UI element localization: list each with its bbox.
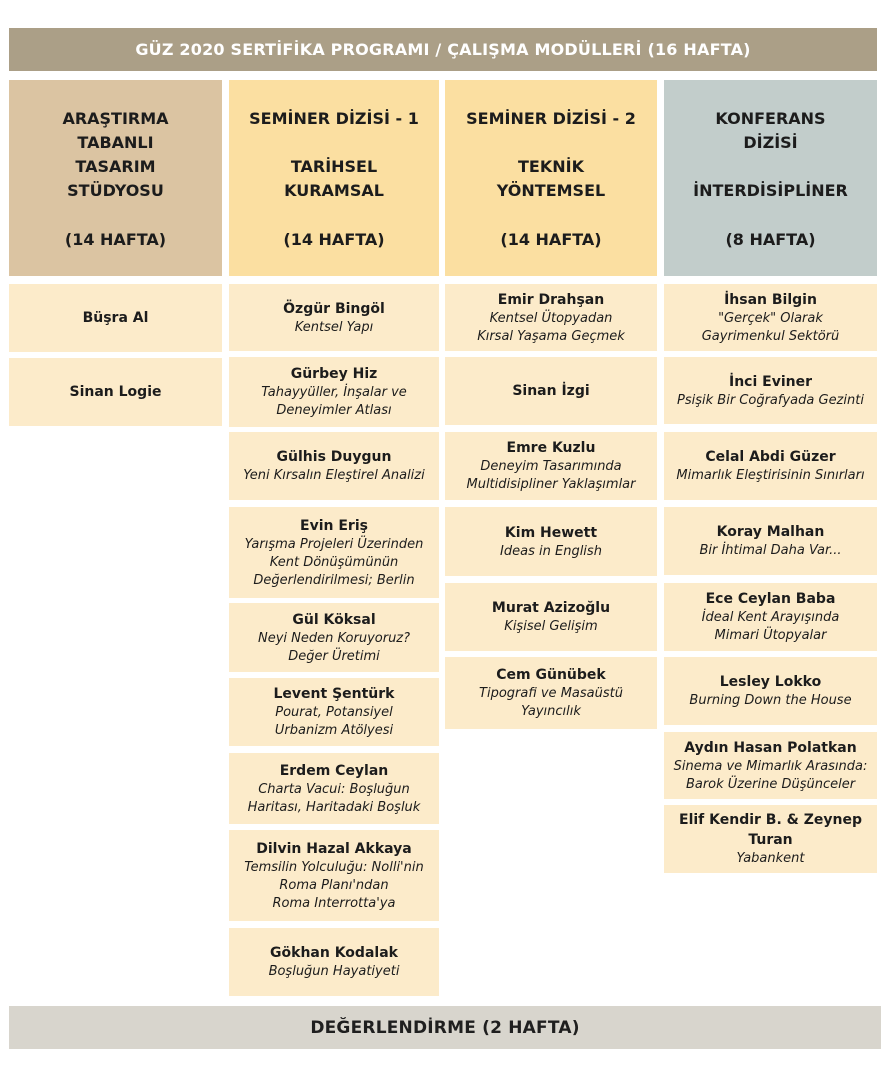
instructor-card [229, 753, 439, 824]
column-title: KONFERANS DİZİSİ İNTERDİSİPLİNER [693, 109, 848, 200]
column-title: ARAŞTIRMA TABANLI TASARIM STÜDYOSU [62, 109, 169, 200]
instructor-card [229, 928, 439, 996]
instructor-card [445, 357, 657, 425]
instructor-name: Lesley Lokko [719, 674, 822, 690]
instructor-name: Kim Hewett [504, 524, 598, 541]
instructor-card [229, 603, 439, 672]
instructor-name: Gürbey Hiz [290, 366, 378, 382]
course-topic: Yabankent [736, 851, 805, 866]
instructor-card [664, 357, 877, 424]
instructor-name: Büşra Al [82, 310, 149, 326]
instructor-name: Gökhan Kodalak [270, 945, 398, 961]
column-duration: (8 HAFTA) [725, 230, 816, 249]
course-topic: Bir İhtimal Daha Var... [699, 543, 842, 558]
instructor-card [9, 358, 222, 426]
instructor-name: Özgür Bingöl [283, 300, 385, 317]
instructor-name: İhsan Bilgin [724, 291, 817, 308]
instructor-name: Celal Abdi Güzer [705, 449, 836, 465]
instructor-name: Aydın Hasan Polatkan [684, 739, 857, 756]
instructor-name: Gül Köksal [292, 611, 376, 628]
course-topic: Kişisel Gelişim [504, 619, 598, 634]
course-topic: Boşluğun Hayatiyeti [268, 964, 400, 979]
column-title: SEMİNER DİZİSİ - 2 TEKNİK YÖNTEMSEL [466, 109, 636, 200]
course-topic: Kentsel Ütopyadan Kırsal Yaşama Geçmek [477, 310, 625, 344]
instructor-card [664, 583, 877, 651]
instructor-name: İnci Eviner [728, 373, 812, 390]
course-topic: Kentsel Yapı [294, 319, 374, 335]
instructor-card [229, 830, 439, 921]
instructor-card [664, 805, 877, 873]
instructor-name: Evin Eriş [300, 517, 368, 534]
instructor-card [445, 657, 657, 729]
instructor-name: Ece Ceylan Baba [705, 591, 836, 607]
column-duration: (14 HAFTA) [64, 230, 167, 249]
course-topic: Tipografi ve Masaüstü Yayıncılık [479, 686, 623, 719]
column-duration: (14 HAFTA) [500, 230, 602, 249]
instructor-name: Gülhis Duygun [276, 449, 392, 465]
seminar-2-column-header [445, 80, 657, 276]
course-topic: Pourat, Potansiyel Urbanizm Atölyesi [274, 705, 394, 738]
instructor-card [445, 284, 657, 351]
instructor-card [664, 432, 877, 500]
instructor-name: Emir Drahşan [497, 291, 605, 308]
instructor-name: Cem Günübek [496, 667, 606, 683]
course-topic: Yeni Kırsalın Eleştirel Analizi [243, 468, 425, 483]
course-topic: Deneyim Tasarımında Multidisipliner Yaklaşımlar [466, 459, 636, 492]
instructor-name: Erdem Ceylan [279, 762, 389, 779]
evaluation-footer: DEĞERLENDİRME (2 HAFTA) [9, 1006, 881, 1049]
instructor-card [664, 732, 877, 799]
course-topic: Tahayyüller, İnşalar ve Deneyimler Atlası [261, 385, 407, 418]
instructor-card [445, 507, 657, 576]
course-topic: Psişik Bir Coğrafyada Gezinti [677, 392, 864, 408]
course-topic: Charta Vacui: Boşluğun Haritası, Haritadaki Boşluk [247, 781, 421, 815]
column-title: SEMİNER DİZİSİ - 1 TARİHSEL KURAMSAL [249, 109, 419, 200]
instructor-card [664, 507, 877, 575]
column-duration: (14 HAFTA) [283, 230, 385, 249]
course-topic: Mimarlık Eleştirisinin Sınırları [676, 468, 865, 483]
seminar-1-column-header [229, 80, 439, 276]
instructor-name: Levent Şentürk [273, 686, 395, 702]
instructor-card [229, 357, 439, 427]
course-topic: Ideas in English [500, 543, 602, 559]
course-topic: İdeal Kent Arayışında Mimari Ütopyalar [701, 610, 840, 643]
instructor-card [9, 284, 222, 352]
instructor-card [664, 657, 877, 725]
instructor-name: Koray Malhan [716, 524, 825, 540]
instructor-card [664, 284, 877, 351]
instructor-card [445, 583, 657, 651]
instructor-card [445, 432, 657, 500]
instructor-name: Emre Kuzlu [506, 440, 596, 456]
program-title: GÜZ 2020 SERTİFİKA PROGRAMI / ÇALIŞMA MODÜLLERİ (16 HAFTA) [9, 28, 877, 71]
instructor-name: Sinan Logie [69, 384, 162, 400]
course-topic: Neyi Neden Koruyoruz? Değer Üretimi [257, 630, 411, 664]
instructor-name: Sinan İzgi [512, 383, 590, 399]
course-topic: "Gerçek" Olarak Gayrimenkul Sektörü [701, 310, 840, 344]
instructor-card [229, 678, 439, 746]
course-topic: Yarışma Projeleri Üzerinden Kent Dönüşümünün Değerlendirilmesi; Berlin [244, 536, 424, 588]
course-topic: Temsilin Yolculuğu: Nolli'nin Roma Planı'ndan Roma Interrotta'ya [244, 859, 424, 911]
conference-column-header [664, 80, 877, 276]
instructor-name: Elif Kendir B. & Zeynep Turan [679, 812, 862, 848]
instructor-name: Murat Azizoğlu [491, 600, 611, 616]
course-topic: Burning Down the House [689, 693, 852, 708]
course-topic: Sinema ve Mimarlık Arasında: Barok Üzerine Düşünceler [673, 758, 868, 792]
studio-column-header [9, 80, 222, 276]
instructor-card [229, 432, 439, 500]
instructor-card [229, 507, 439, 598]
instructor-card [229, 284, 439, 351]
instructor-name: Dilvin Hazal Akkaya [256, 840, 412, 857]
